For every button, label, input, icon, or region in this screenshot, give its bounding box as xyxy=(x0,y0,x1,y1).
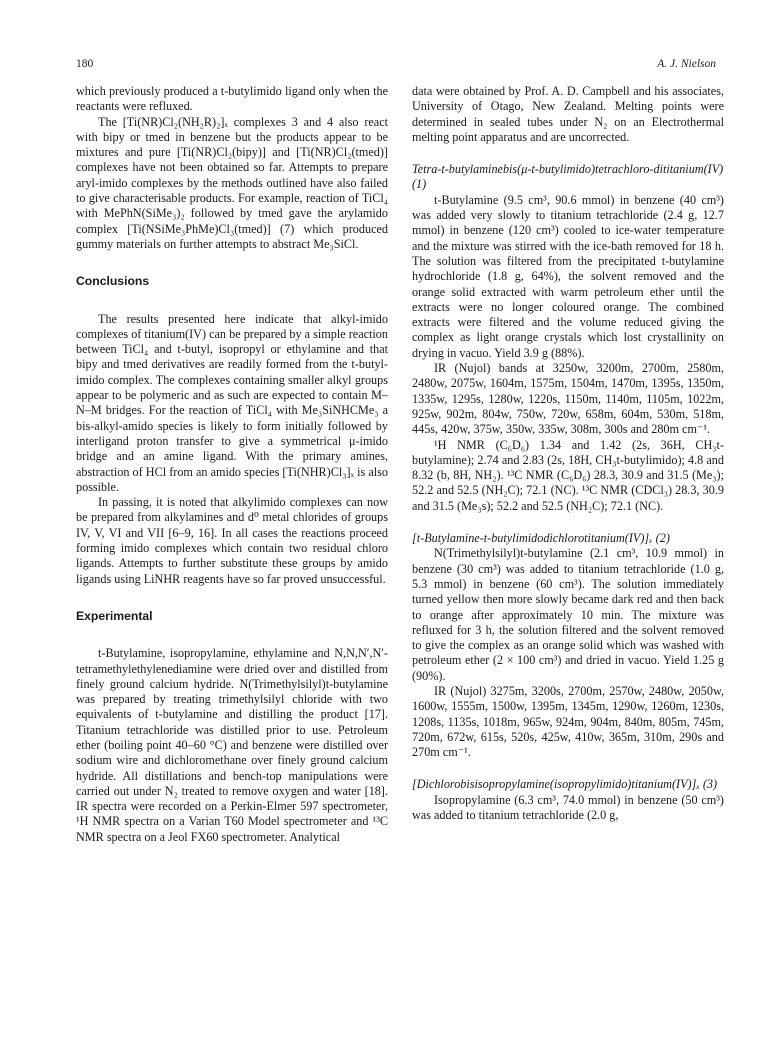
left-column xyxy=(76,84,388,845)
paragraph: data were obtained by Prof. A. D. Campbell and his associates, University of Otago, New Zealand. Melting points were determined in sealed tubes under N₂ on an Electrothermal melting point apparatus and are uncorrected. xyxy=(412,84,724,144)
compound-heading-2: [t-Butylamine-t-butylimidodichlorotitanium(IV)]ₓ (2) xyxy=(412,531,670,546)
nmr-data-paragraph: ¹H NMR (C₆D₆) 1.34 and 1.42 (2s, 36H, CH₃t-butylamine); 2.74 and 2.83 (2s, 18H, CH₃t-butylimido); 4.8 and 8.32 (b, 8H, NH₂). ¹³C NMR (C₆D₆) 28.3, 30.9 and 31.5 (Me₃); 52.2 and 52.5 (NH₂C); 72.1 (NC). ¹³C NMR (CDCl₃) 28.3, 30.9 and 31.5 (Me₃s); 52.2 and 52.5 (NH₂C); 72.1 (NC). xyxy=(412,437,724,513)
section-heading-experimental: Experimental xyxy=(76,608,153,623)
paragraph: In passing, it is noted that alkylimido complexes can now be prepared from alkylamines and d⁰ metal chlorides of groups IV, V, VI and VII [6–9, 16]. In all cases the reactions proceed forming imido complexes which contain two residual chloro ligands. Attempts to further substitute these groups by amido ligands using LiNHR reagents have so far proved unsuccessful. xyxy=(76,495,388,586)
paragraph: The results presented here indicate that alkyl-imido complexes of titanium(IV) can be prepared by a simple reaction between TiCl₄ and t-butyl, isopropyl or ethylamine and that bipy and tmed derivatives are readily formed from the t-butyl-imido complex. The complexes containing smaller alkyl groups appear to be polymeric and as such are expected to contain M–N–M bridges. For the reaction of TiCl₄ with Me₃SiNHCMe₃ a bis-alkyl-amido species is likely to form initially followed by interligand proton transfer to give a symmetrical μ-imido bridge and an amine ligand. With the primary amines, abstraction of HCl from an amido species [Ti(NHR)Cl₃]ₓ is also possible. xyxy=(76,311,388,494)
paragraph: N(Trimethylsilyl)t-butylamine (2.1 cm³, 10.9 mmol) in benzene (30 cm³) was added to titanium tetrachloride (1.0 g, 5.3 mmol) in benzene (60 cm³). The solution immediately turned yellow then more slowly became dark red and then back to orange after approximately 10 min. The mixture was refluxed for 3 h, the solution filtered and the solvent removed to give the complex as an orange solid which was washed with petroleum ether (2 × 100 cm³) and dried in vacuo. Yield 1.25 g (90%). xyxy=(412,546,724,683)
ir-data-paragraph: IR (Nujol) bands at 3250w, 3200m, 2700m, 2580m, 2480w, 2075w, 1604m, 1575m, 1504m, 1470m, 1395s, 1350m, 1335w, 1295s, 1280w, 1220s, 1150m, 1140m, 1105m, 1022m, 925w, 902m, 804w, 750w, 720w, 658m, 604m, 530m, 518m, 445s, 420w, 375w, 350w, 335w, 308m, 300s and 280m cm⁻¹. xyxy=(412,361,724,437)
paragraph: t-Butylamine, isopropylamine, ethylamine and N,N,N′,N′-tetramethylethylenediamine were dried over and distilled from finely ground calcium hydride. N(Trimethylsilyl)t-butylamine was prepared by treating trimethylsilyl chloride with two equivalents of t-butylamine and distilling the product [17]. Titanium tetrachloride was distilled prior to use. Petroleum ether (boiling point 40–60 °C) and benzene were distilled over sodium wire and dichloromethane over finely ground calcium hydride. All distillations and bench-top manipulations were carried out under N₂ treated to remove oxygen and water [18]. IR spectra were recorded on a Perkin-Elmer 597 spectrometer, ¹H NMR spectra on a Varian T60 Model spectrometer and ¹³C NMR spectra on a Jeol FX60 spectrometer. Analytical xyxy=(76,646,388,844)
paragraph: Isopropylamine (6.3 cm³, 74.0 mmol) in benzene (50 cm³) was added to titanium tetrachloride (2.0 g, xyxy=(412,792,724,823)
paragraph: t-Butylamine (9.5 cm³, 90.6 mmol) in benzene (40 cm³) was added very slowly to titanium tetrachloride (2.4 g, 12.7 mmol) in benzene (120 cm³) cooled to ice-water temperature and the mixture was stirred with the ice-bath removed for 18 h. The solution was filtered from the precipitated t-butylamine hydrochloride (1.8 g, 64%), the solvent removed and the orange solid extracted with warm petroleum ether until the extracts were no longer coloured orange. The combined extracts were filtered and the volume reduced giving the complex as light orange crystals which lost crystallinity on drying in vacuo. Yield 3.9 g (88%). xyxy=(412,192,724,360)
compound-heading-3: [Dichlorobisisopropylamine(isopropylimido)titanium(IV)]ₓ (3) xyxy=(412,777,718,792)
running-head: A. J. Nielson xyxy=(657,58,716,70)
right-column xyxy=(412,84,724,823)
paragraph: which previously produced a t-butylimido ligand only when the reactants were refluxed. xyxy=(76,84,388,114)
page-header xyxy=(76,58,716,78)
paragraph: The [Ti(NR)Cl₂(NH₂R)₂]ₓ complexes 3 and 4 also react with bipy or tmed in benzene but the products appear to be mixtures and pure [Ti(NR)Cl₂(bipy)] and [Ti(NR)Cl₂(tmed)] complexes have not been obtained so far. Attempts to prepare aryl-imido complexes by the methods outlined have also failed to give characterisable products. For example, reaction of TiCl₄ with MePhN(SiMe₃)₂ followed by tmed gave the arylamido complex [Ti(NSiMe₃PhMe)Cl₃(tmed)] (7) which produced gummy materials on further attempts to abstract Me₃SiCl. xyxy=(76,114,388,251)
ir-data-paragraph: IR (Nujol) 3275m, 3200s, 2700m, 2570w, 2480w, 2050w, 1600w, 1555m, 1500w, 1395m, 1345m, 1290w, 1260m, 1230s, 1208s, 1135s, 1018m, 965w, 924m, 904m, 840m, 805m, 745m, 720m, 672w, 615s, 520s, 425w, 410w, 365m, 310m, 290s and 270m cm⁻¹. xyxy=(412,683,724,760)
section-heading-conclusions: Conclusions xyxy=(76,274,150,289)
compound-heading-1: Tetra-t-butylaminebis(μ-t-butylimido)tetrachloro-dititanium(IV) (1) xyxy=(412,162,724,192)
page-number: 180 xyxy=(76,58,94,70)
